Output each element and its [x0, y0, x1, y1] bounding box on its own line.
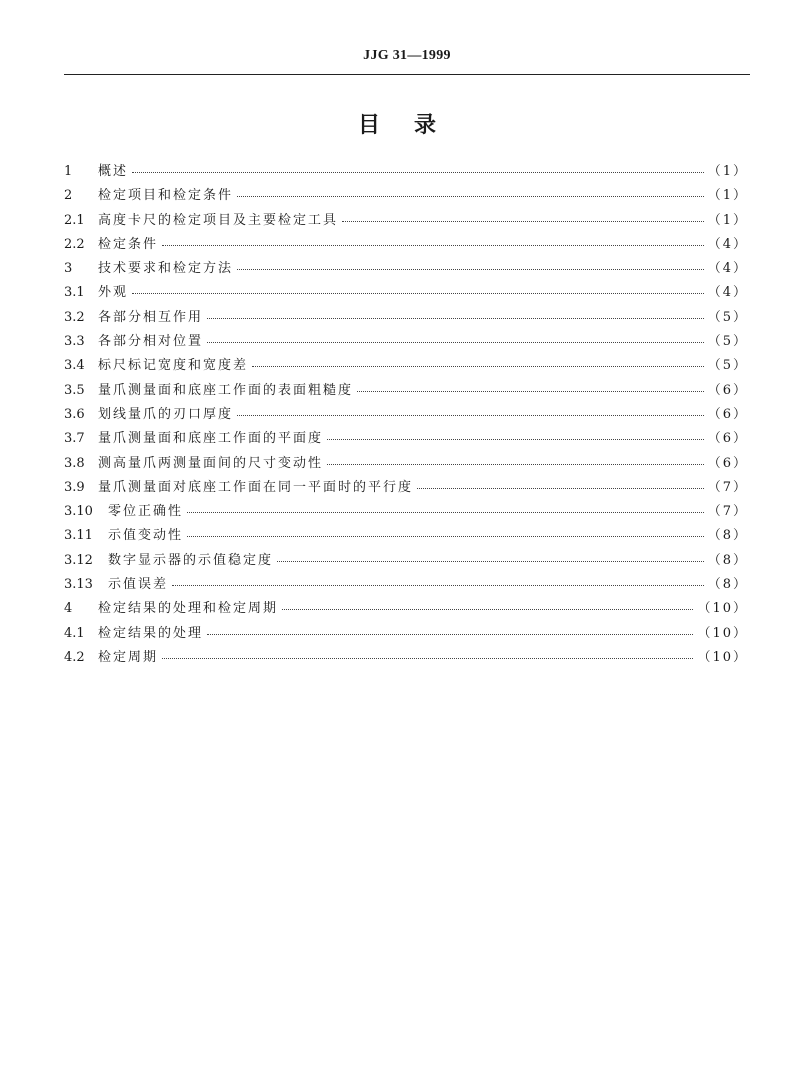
toc-leader-dots: [342, 211, 704, 221]
toc-entry: [64, 500, 748, 524]
toc-entry-title: 零位正确性: [108, 504, 184, 520]
toc-entry-page: （4）: [707, 236, 748, 252]
toc-entry: [64, 646, 748, 670]
toc-entry-page: （6）: [707, 455, 748, 471]
toc-entry-title: 检定条件: [98, 236, 159, 252]
toc-entry-number: 2.2: [64, 236, 85, 252]
toc-leader-dots: [132, 163, 704, 173]
standard-code: JJG 31—1999: [363, 48, 451, 63]
toc-entry-number: 2.1: [64, 212, 85, 228]
toc-entry-number: 3.1: [64, 285, 85, 301]
toc-entry-number: 3.4: [64, 358, 85, 374]
toc-leader-dots: [237, 260, 704, 270]
toc-leader-dots: [172, 576, 704, 586]
toc-entry-title: 外观: [98, 285, 129, 301]
toc-entry: [64, 524, 748, 548]
toc-entry-page: （8）: [707, 577, 748, 593]
toc-entry-title: 划线量爪的刃口厚度: [98, 406, 234, 422]
toc-entry-title: 量爪测量面和底座工作面的平面度: [98, 431, 324, 447]
toc-entry-title: 检定结果的处理: [98, 625, 204, 641]
table-of-contents: [64, 160, 748, 670]
toc-entry-title: 示值误差: [108, 577, 169, 593]
toc-entry-title: 各部分相互作用: [98, 309, 204, 325]
toc-entry: [64, 622, 748, 646]
toc-entry: [64, 306, 748, 330]
toc-leader-dots: [207, 624, 693, 634]
toc-leader-dots: [207, 308, 704, 318]
toc-entry-number: 3.10: [64, 504, 93, 520]
toc-entry-number: 3.9: [64, 479, 85, 495]
toc-entry-page: （7）: [707, 504, 748, 520]
toc-entry-page: （5）: [707, 334, 748, 350]
toc-entry-number: 3.13: [64, 577, 93, 593]
toc-leader-dots: [237, 406, 704, 416]
toc-entry-page: （8）: [707, 528, 748, 544]
toc-entry-title: 检定项目和检定条件: [98, 188, 234, 204]
toc-entry-number: 3: [64, 261, 73, 277]
toc-entry-title: 高度卡尺的检定项目及主要检定工具: [98, 212, 339, 228]
toc-entry-number: 3.5: [64, 382, 85, 398]
toc-entry-number: 4: [64, 601, 73, 617]
toc-entry: [64, 160, 748, 184]
toc-entry-title: 标尺标记宽度和宽度差: [98, 358, 249, 374]
toc-leader-dots: [187, 503, 704, 513]
toc-entry-page: （4）: [707, 285, 748, 301]
toc-entry-title: 各部分相对位置: [98, 334, 204, 350]
toc-entry: [64, 379, 748, 403]
toc-entry-title: 技术要求和检定方法: [98, 261, 234, 277]
toc-entry-page: （1）: [707, 164, 748, 179]
toc-entry-number: 3.7: [64, 431, 85, 447]
toc-entry-page: （1）: [707, 188, 748, 204]
toc-leader-dots: [162, 649, 693, 659]
toc-entry-page: （5）: [707, 309, 748, 325]
toc-entry-page: （10）: [697, 625, 748, 641]
toc-entry: [64, 281, 748, 305]
toc-entry: [64, 573, 748, 597]
toc-entry: [64, 427, 748, 451]
toc-entry-page: （4）: [707, 261, 748, 277]
toc-entry-number: 4.2: [64, 649, 85, 665]
toc-leader-dots: [207, 333, 704, 343]
toc-leader-dots: [252, 357, 704, 367]
toc-entry-title: 量爪测量面对底座工作面在同一平面时的平行度: [98, 479, 414, 495]
toc-leader-dots: [417, 478, 704, 488]
toc-entry: [64, 452, 748, 476]
toc-entry-number: 3.11: [64, 528, 93, 544]
toc-leader-dots: [237, 187, 704, 197]
toc-entry-page: （7）: [707, 479, 748, 495]
toc-entry-page: （8）: [707, 552, 748, 568]
toc-entry-number: 3.2: [64, 309, 85, 325]
toc-entry-number: 3.8: [64, 455, 85, 471]
toc-entry-number: 4.1: [64, 625, 85, 641]
toc-leader-dots: [327, 430, 704, 440]
toc-entry: [64, 184, 748, 208]
toc-leader-dots: [357, 381, 704, 391]
toc-entry-page: （10）: [697, 601, 748, 617]
toc-entry-title: 检定结果的处理和检定周期: [98, 601, 279, 617]
toc-entry: [64, 209, 748, 233]
toc-leader-dots: [277, 551, 704, 561]
toc-entry-title: 概述: [98, 164, 129, 179]
page-header: [64, 48, 750, 75]
toc-entry-page: （10）: [697, 649, 748, 665]
toc-entry: [64, 403, 748, 427]
toc-entry: [64, 354, 748, 378]
toc-leader-dots: [282, 600, 693, 610]
toc-entry-number: 3.6: [64, 406, 85, 422]
toc-entry-title: 数字显示器的示值稳定度: [108, 552, 274, 568]
toc-entry-page: （5）: [707, 358, 748, 374]
toc-entry-number: 3.12: [64, 552, 93, 568]
toc-leader-dots: [132, 284, 704, 294]
toc-entry-title: 检定周期: [98, 649, 159, 665]
toc-entry-title: 示值变动性: [108, 528, 184, 544]
toc-leader-dots: [162, 235, 704, 245]
toc-entry-title: 量爪测量面和底座工作面的表面粗糙度: [98, 382, 354, 398]
toc-entry-number: 2: [64, 188, 73, 204]
toc-entry: [64, 476, 748, 500]
toc-entry: [64, 549, 748, 573]
toc-entry-page: （6）: [707, 406, 748, 422]
toc-entry-page: （6）: [707, 382, 748, 398]
toc-entry: [64, 597, 748, 621]
toc-entry-number: 3.3: [64, 334, 85, 350]
toc-leader-dots: [187, 527, 704, 537]
toc-entry: [64, 257, 748, 281]
toc-entry-title: 测高量爪两测量面间的尺寸变动性: [98, 455, 324, 471]
toc-entry-number: 1: [64, 164, 73, 179]
toc-entry: [64, 330, 748, 354]
page-title: 目录: [357, 113, 470, 138]
toc-entry-page: （6）: [707, 431, 748, 447]
toc-leader-dots: [327, 454, 704, 464]
toc-entry: [64, 233, 748, 257]
toc-entry-page: （1）: [707, 212, 748, 228]
